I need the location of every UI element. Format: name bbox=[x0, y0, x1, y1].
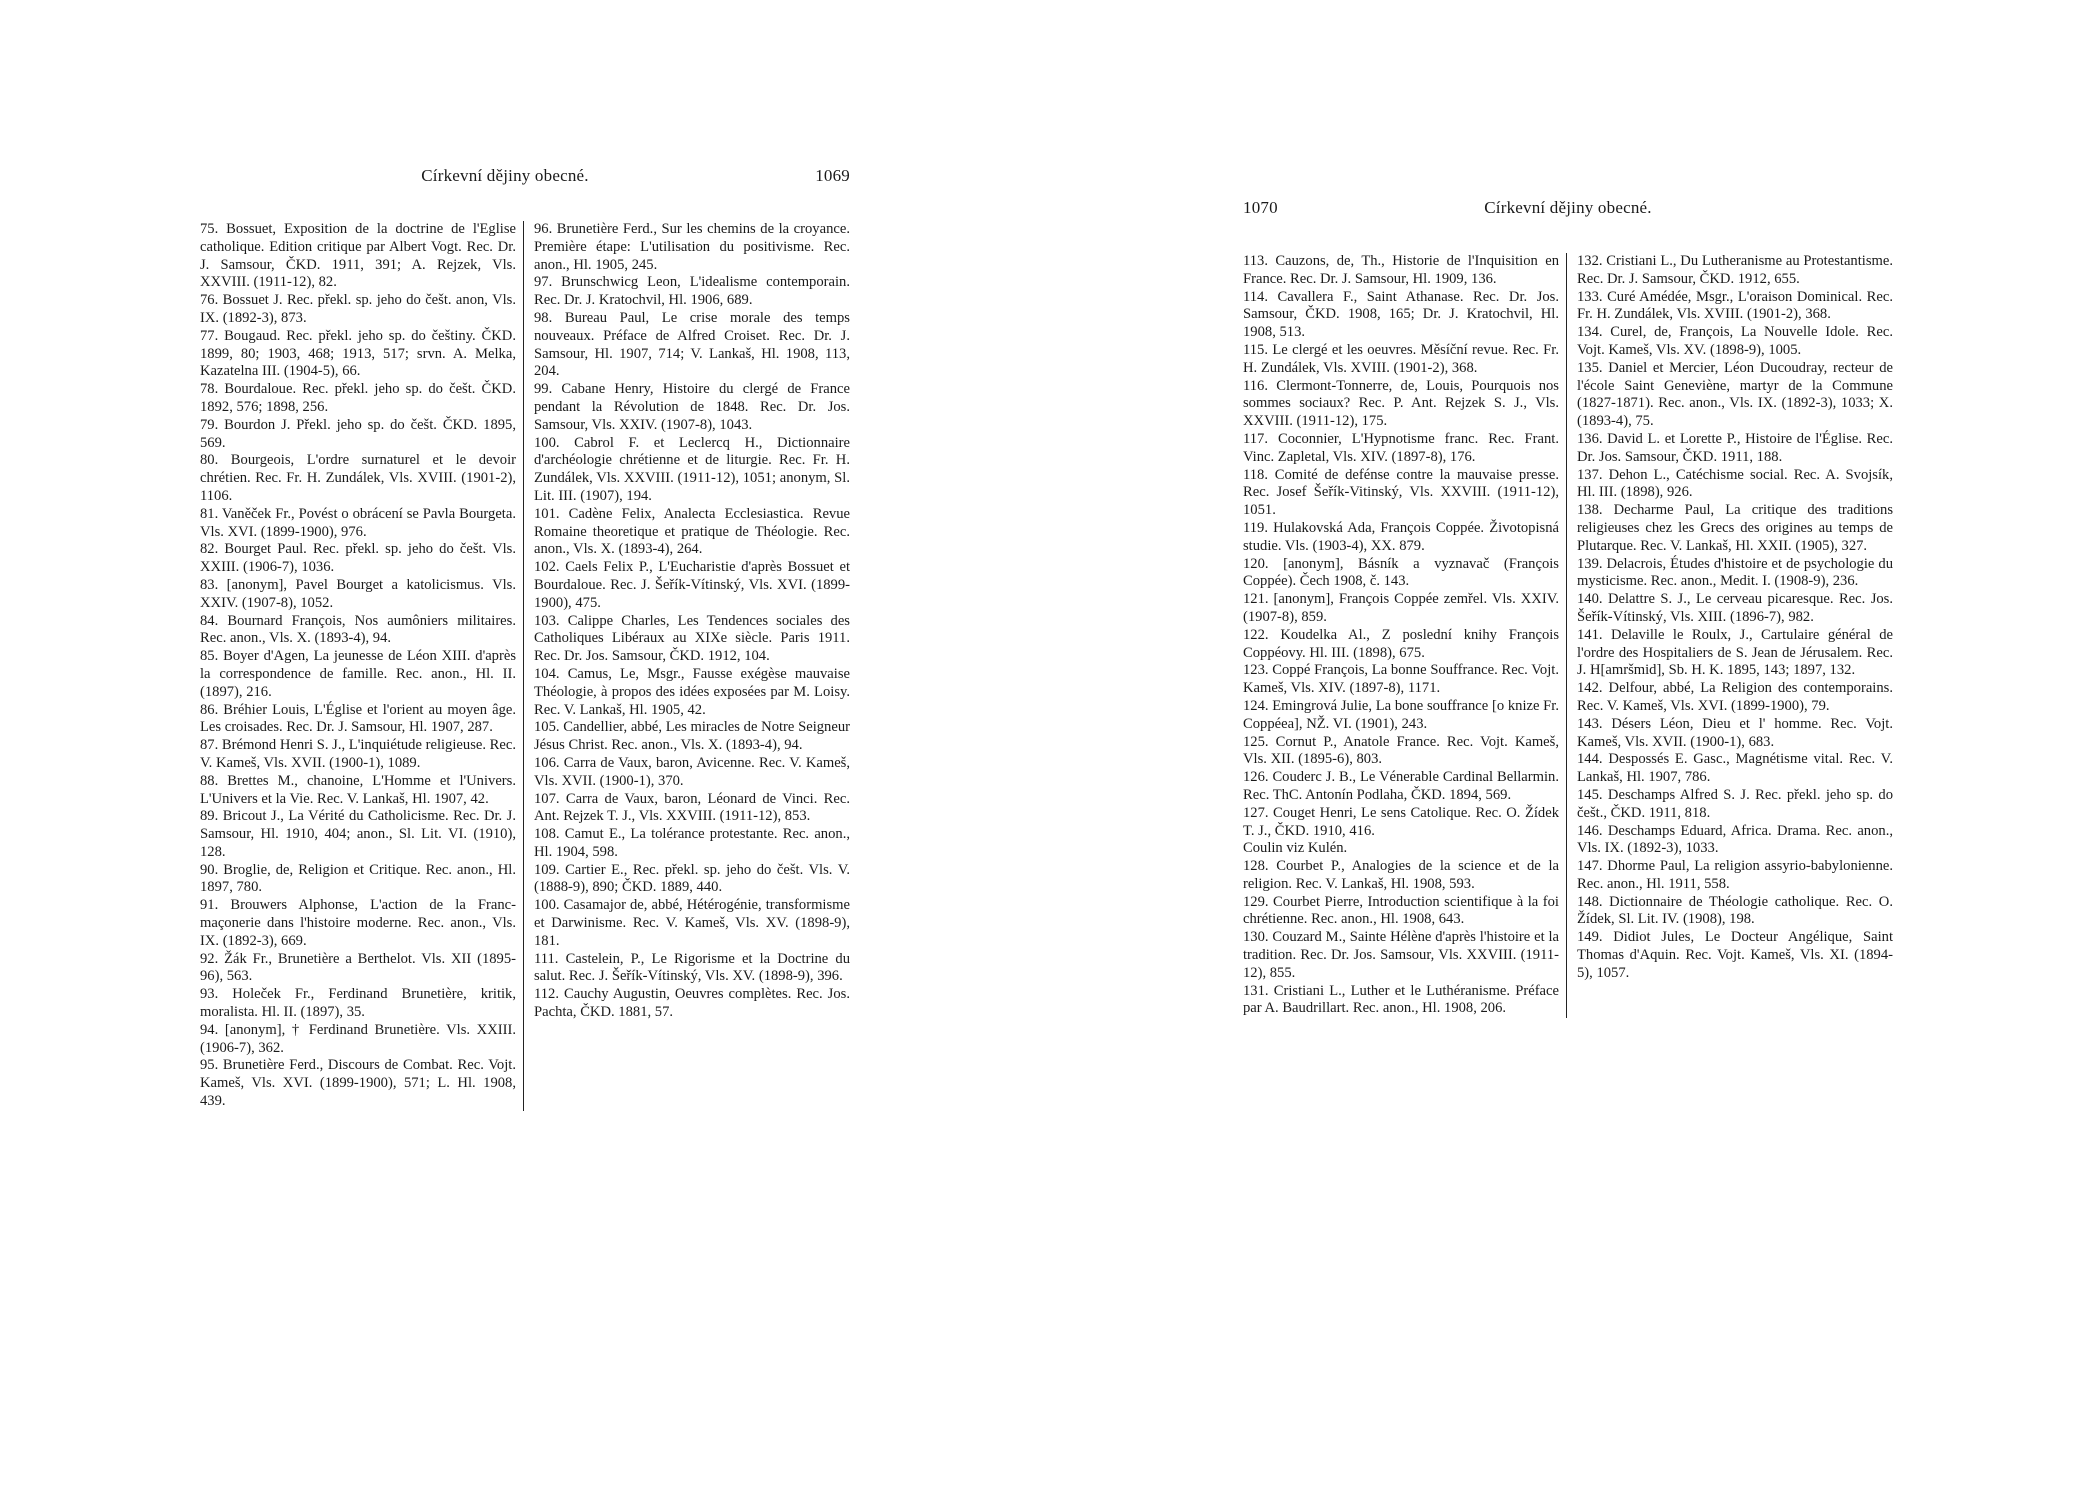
right-page bbox=[1243, 198, 1893, 1288]
bibliography-entry: 101. Cadène Felix, Analecta Ecclesiastica. Revue Romaine theoretique et pratique de Théologie. Rec. anon., Vls. X. (1893-4), 264. bbox=[534, 505, 850, 558]
left-running-head bbox=[200, 166, 850, 192]
bibliography-entry: 136. David L. et Lorette P., Histoire de l'Église. Rec. Dr. Jos. Samsour, ČKD. 1911, 188. bbox=[1577, 430, 1893, 465]
bibliography-entry: 109. Cartier E., Rec. překl. sp. jeho do češt. Vls. V. (1888-9), 890; ČKD. 1889, 440. bbox=[534, 861, 850, 896]
bibliography-entry: 96. Brunetière Ferd., Sur les chemins de la croyance. Première étape: L'utilisation du positivisme. Rec. anon., Hl. 1905, 245. bbox=[534, 221, 850, 273]
bibliography-entry: 132. Cristiani L., Du Lutheranisme au Protestantisme. Rec. Dr. J. Samsour, ČKD. 1912, 655. bbox=[1577, 253, 1893, 287]
right-page-number: 1070 bbox=[1243, 198, 1278, 217]
bibliography-entry: 121. [anonym], François Coppée zemřel. Vls. XXIV. (1907-8), 859. bbox=[1243, 591, 1559, 625]
bibliography-entry: 97. Brunschwicg Leon, L'idealisme contemporain. Rec. Dr. J. Kratochvil, Hl. 1906, 689. bbox=[534, 274, 850, 309]
bibliography-entry: 102. Caels Felix P., L'Eucharistie d'après Bossuet et Bourdaloue. Rec. J. Šeřík-Vítinský, Vls. XVI. (1899-1900), 475. bbox=[534, 559, 850, 611]
bibliography-entry: 92. Žák Fr., Brunetière a Berthelot. Vls. XII (1895-96), 563. bbox=[200, 950, 516, 985]
bibliography-entry: 98. Bureau Paul, Le crise morale des temps nouveaux. Préface de Alfred Croiset. Rec. Dr. J. Samsour, Hl. 1907, 714; V. Lankaš, Hl. 1908, 113, 204. bbox=[534, 309, 850, 380]
bibliography-entry: 123. Coppé François, La bonne Souffrance. Rec. Vojt. Kameš, Vls. XIV. (1897-8), 1171. bbox=[1243, 662, 1559, 697]
bibliography-entry: 90. Broglie, de, Religion et Critique. Rec. anon., Hl. 1897, 780. bbox=[200, 861, 516, 896]
bibliography-entry: 114. Cavallera F., Saint Athanase. Rec. Dr. Jos. Samsour, ČKD. 1908, 165; Dr. J. Kratochvil, Hl. 1908, 513. bbox=[1243, 288, 1559, 341]
bibliography-entry: 79. Bourdon J. Překl. jeho sp. do češt. ČKD. 1895, 569. bbox=[200, 416, 516, 451]
bibliography-entry: 147. Dhorme Paul, La religion assyrio-babylonienne. Rec. anon., Hl. 1911, 558. bbox=[1577, 858, 1893, 892]
bibliography-entry: 137. Dehon L., Catéchisme social. Rec. A. Svojsík, Hl. III. (1898), 926. bbox=[1577, 466, 1893, 501]
bibliography-entry: 140. Delattre S. J., Le cerveau picaresque. Rec. Jos. Šeřík-Vítinský, Vls. XIII. (1896-7), 982. bbox=[1577, 591, 1893, 625]
left-columns bbox=[200, 221, 850, 1111]
bibliography-entry: 117. Coconnier, L'Hypnotisme franc. Rec. Frant. Vinc. Zapletal, Vls. XIV. (1897-8), 176. bbox=[1243, 430, 1559, 465]
bibliography-entry: 133. Curé Amédée, Msgr., L'oraison Dominical. Rec. Fr. H. Zundálek, Vls. XVIII. (1901-2), 368. bbox=[1577, 288, 1893, 323]
bibliography-entry: 75. Bossuet, Exposition de la doctrine de l'Eglise catholique. Edition critique par Albert Vogt. Rec. Dr. J. Samsour, ČKD. 1911, 391; A. Rejzek, Vls. XXVIII. (1911-12), 82. bbox=[200, 221, 516, 291]
bibliography-entry: 76. Bossuet J. Rec. překl. sp. jeho do češt. anon, Vls. IX. (1892-3), 873. bbox=[200, 292, 516, 326]
bibliography-entry: 81. Vaněček Fr., Povést o obrácení se Pavla Bourgeta. Vls. XVI. (1899-1900), 976. bbox=[200, 505, 516, 540]
bibliography-entry: 146. Deschamps Eduard, Africa. Drama. Rec. anon., Vls. IX. (1892-3), 1033. bbox=[1577, 822, 1893, 857]
bibliography-entry: 99. Cabane Henry, Histoire du clergé de France pendant la Révolution de 1848. Rec. Dr. Jos. Samsour, Vls. XXIV. (1907-8), 1043. bbox=[534, 381, 850, 433]
bibliography-entry: 85. Boyer d'Agen, La jeunesse de Léon XIII. d'après la correspondence de famille. Rec. anon., Hl. II. (1897), 216. bbox=[200, 648, 516, 700]
bibliography-entry: 103. Calippe Charles, Les Tendences sociales des Catholiques Libéraux au XIXe siècle. Paris 1911. Rec. Dr. Jos. Samsour, ČKD. 1912, 104. bbox=[534, 612, 850, 665]
bibliography-entry: 126. Couderc J. B., Le Vénerable Cardinal Bellarmin. Rec. ThC. Antonín Podlaha, ČKD. 1894, 569. bbox=[1243, 769, 1559, 803]
bibliography-entry: 143. Désers Léon, Dieu et l' homme. Rec. Vojt. Kameš, Vls. XVII. (1900-1), 683. bbox=[1577, 715, 1893, 750]
bibliography-entry: 84. Bournard François, Nos aumôniers militaires. Rec. anon., Vls. X. (1893-4), 94. bbox=[200, 612, 516, 647]
bibliography-entry: 125. Cornut P., Anatole France. Rec. Vojt. Kameš, Vls. XII. (1895-6), 803. bbox=[1243, 733, 1559, 768]
bibliography-entry: 104. Camus, Le, Msgr., Fausse exégèse mauvaise Théologie, à propos des idées exposées par M. Loisy. Rec. V. Lankaš, Hl. 1905, 42. bbox=[534, 665, 850, 718]
left-column-1 bbox=[200, 221, 524, 1111]
bibliography-entry: 106. Carra de Vaux, baron, Avicenne. Rec. V. Kameš, Vls. XVII. (1900-1), 370. bbox=[534, 754, 850, 789]
bibliography-entry: 128. Courbet P., Analogies de la science et de la religion. Rec. V. Lankaš, Hl. 1908, 593. bbox=[1243, 858, 1559, 892]
bibliography-entry: 95. Brunetière Ferd., Discours de Combat. Rec. Vojt. Kameš, Vls. XVI. (1899-1900), 571; L. Hl. 1908, 439. bbox=[200, 1057, 516, 1110]
bibliography-entry: 129. Courbet Pierre, Introduction scientifique à la foi chrétienne. Rec. anon., Hl. 1908, 643. bbox=[1243, 893, 1559, 928]
bibliography-entry: 89. Bricout J., La Vérité du Catholicisme. Rec. Dr. J. Samsour, Hl. 1910, 404; anon., Sl. Lit. VI. (1910), 128. bbox=[200, 808, 516, 860]
bibliography-entry: 100. Cabrol F. et Leclercq H., Dictionnaire d'archéologie chrétienne et de liturgie. Rec. Fr. H. Zundálek, Vls. XXVIII. (1911-12), 1051; anonym, Sl. Lit. III. (1907), 194. bbox=[534, 434, 850, 504]
bibliography-entry: 115. Le clergé et les oeuvres. Měsíční revue. Rec. Fr. H. Zundálek, Vls. XVIII. (1901-2), 368. bbox=[1243, 341, 1559, 376]
left-page bbox=[200, 166, 850, 1256]
bibliography-entry: 108. Camut E., La tolérance protestante. Rec. anon., Hl. 1904, 598. bbox=[534, 826, 850, 860]
bibliography-entry: 77. Bougaud. Rec. překl. jeho sp. do češtiny. ČKD. 1899, 80; 1903, 468; 1913, 517; srvn. A. Melka, Kazatelna III. (1904-5), 66. bbox=[200, 327, 516, 380]
bibliography-entry: 113. Cauzons, de, Th., Historie de l'Inquisition en France. Rec. Dr. J. Samsour, Hl. 1909, 136. bbox=[1243, 253, 1559, 287]
bibliography-entry: 144. Despossés E. Gasc., Magnétisme vital. Rec. V. Lankaš, Hl. 1907, 786. bbox=[1577, 751, 1893, 786]
bibliography-entry: 86. Bréhier Louis, L'Église et l'orient au moyen âge. Les croisades. Rec. Dr. J. Samsour, Hl. 1907, 287. bbox=[200, 701, 516, 736]
bibliography-entry: 78. Bourdaloue. Rec. překl. jeho sp. do češt. ČKD. 1892, 576; 1898, 256. bbox=[200, 381, 516, 415]
bibliography-entry: 141. Delaville le Roulx, J., Cartulaire général de l'ordre des Hospitaliers de S. Jean de Jérusalem. Rec. J. H[amršmid], Sb. H. K. 1895, 143; 1897, 132. bbox=[1577, 626, 1893, 679]
bibliography-entry: 91. Brouwers Alphonse, L'action de la Franc-maçonerie dans l'histoire moderne. Rec. anon., Vls. IX. (1892-3), 669. bbox=[200, 897, 516, 949]
bibliography-entry: 138. Decharme Paul, La critique des traditions religieuses chez les Grecs des origines au temps de Plutarque. Rec. V. Lankaš, Hl. XXII. (1905), 327. bbox=[1577, 502, 1893, 554]
bibliography-entry: 107. Carra de Vaux, baron, Léonard de Vinci. Rec. Ant. Rejzek T. J., Vls. XXVIII. (1911-12), 853. bbox=[534, 790, 850, 825]
right-column-2 bbox=[1570, 253, 1893, 1018]
bibliography-entry: 145. Deschamps Alfred S. J. Rec. překl. jeho sp. do češt., ČKD. 1911, 818. bbox=[1577, 786, 1893, 821]
bibliography-entry: 105. Candellier, abbé, Les miracles de Notre Seigneur Jésus Christ. Rec. anon., Vls. X. (1893-4), 94. bbox=[534, 719, 850, 754]
bibliography-entry: 88. Brettes M., chanoine, L'Homme et l'Univers. L'Univers et la Vie. Rec. V. Lankaš, Hl. 1907, 42. bbox=[200, 772, 516, 807]
bibliography-entry: 142. Delfour, abbé, La Religion des contemporains. Rec. V. Kameš, Vls. XVI. (1899-1900), 79. bbox=[1577, 680, 1893, 714]
bibliography-entry: 82. Bourget Paul. Rec. překl. sp. jeho do češt. Vls. XXIII. (1906-7), 1036. bbox=[200, 541, 516, 576]
right-columns bbox=[1243, 253, 1893, 1018]
bibliography-entry: 116. Clermont-Tonnerre, de, Louis, Pourquois nos sommes sociaux? Rec. P. Ant. Rejzek S. J., Vls. XXVIII. (1911-12), 175. bbox=[1243, 377, 1559, 430]
bibliography-entry: 122. Koudelka Al., Z poslední knihy François Coppéovy. Hl. III. (1898), 675. bbox=[1243, 626, 1559, 661]
bibliography-entry: 149. Didiot Jules, Le Docteur Angélique, Saint Thomas d'Aquin. Rec. Vojt. Kameš, Vls. XI. (1894-5), 1057. bbox=[1577, 929, 1893, 981]
bibliography-entry: 127. Couget Henri, Le sens Catolique. Rec. O. Žídek T. J., ČKD. 1910, 416. bbox=[1243, 804, 1559, 839]
bibliography-entry: 139. Delacrois, Études d'histoire et de psychologie du mysticisme. Rec. anon., Medit. I. (1908-9), 236. bbox=[1577, 555, 1893, 590]
right-running-head bbox=[1243, 198, 1893, 224]
bibliography-entry: 130. Couzard M., Sainte Hélène d'après l'histoire et la tradition. Rec. Dr. Jos. Samsour, Vls. XXVIII. (1911-12), 855. bbox=[1243, 929, 1559, 981]
right-column-1 bbox=[1243, 253, 1567, 1018]
bibliography-entry: 124. Emingrová Julie, La bone souffrance [o knize Fr. Coppéea], NŽ. VI. (1901), 243. bbox=[1243, 697, 1559, 732]
bibliography-entry: 135. Daniel et Mercier, Léon Ducoudray, recteur de l'école Saint Geneviène, martyr de la Commune (1827-1871). Rec. anon., Vls. IX. (1892-3), 1033; X. (1893-4), 75. bbox=[1577, 359, 1893, 430]
bibliography-entry: 94. [anonym], † Ferdinand Brunetière. Vls. XXIII. (1906-7), 362. bbox=[200, 1021, 516, 1056]
bibliography-entry: 118. Comité de defénse contre la mauvaise presse. Rec. Josef Šeřík-Vitinský, Vls. XXVIII. (1911-12), 1051. bbox=[1243, 466, 1559, 519]
bibliography-entry: Coulin viz Kulén. bbox=[1243, 840, 1348, 857]
right-running-title: Církevní dějiny obecné. bbox=[1484, 198, 1652, 217]
bibliography-entry: 120. [anonym], Básník a vyznavač (François Coppée). Čech 1908, č. 143. bbox=[1243, 555, 1559, 590]
bibliography-entry: 80. Bourgeois, L'ordre surnaturel et le devoir chrétien. Rec. Fr. H. Zundálek, Vls. XVIII. (1901-2), 1106. bbox=[200, 452, 516, 504]
bibliography-entry: 148. Dictionnaire de Théologie catholique. Rec. O. Žídek, Sl. Lit. IV. (1908), 198. bbox=[1577, 893, 1893, 928]
left-page-number: 1069 bbox=[815, 166, 850, 185]
bibliography-entry: 83. [anonym], Pavel Bourget a katolicismus. Vls. XXIV. (1907-8), 1052. bbox=[200, 576, 516, 611]
bibliography-entry: 131. Cristiani L., Luther et le Luthéranisme. Préface par A. Baudrillart. Rec. anon., Hl. 1908, 206. bbox=[1243, 982, 1559, 1017]
bibliography-entry: 111. Castelein, P., Le Rigorisme et la Doctrine du salut. Rec. J. Šeřík-Vítinský, Vls. XV. (1898-9), 396. bbox=[534, 950, 850, 985]
bibliography-entry: 112. Cauchy Augustin, Oeuvres complètes. Rec. Jos. Pachta, ČKD. 1881, 57. bbox=[534, 986, 850, 1021]
bibliography-entry: 119. Hulakovská Ada, François Coppée. Životopisná studie. Vls. (1903-4), XX. 879. bbox=[1243, 519, 1559, 554]
bibliography-entry: 134. Curel, de, François, La Nouvelle Idole. Rec. Vojt. Kameš, Vls. XV. (1898-9), 1005. bbox=[1577, 324, 1893, 358]
bibliography-entry: 93. Holeček Fr., Ferdinand Brunetière, kritik, moralista. Hl. II. (1897), 35. bbox=[200, 986, 516, 1021]
bibliography-entry: 87. Brémond Henri S. J., L'inquiétude religieuse. Rec. V. Kameš, Vls. XVII. (1900-1), 1089. bbox=[200, 737, 516, 771]
bibliography-entry: 100. Casamajor de, abbé, Hétérogénie, transformisme et Darwinisme. Rec. V. Kameš, Vls. XV. (1898-9), 181. bbox=[534, 897, 850, 949]
left-running-title: Církevní dějiny obecné. bbox=[421, 166, 589, 185]
left-column-2 bbox=[527, 221, 850, 1111]
